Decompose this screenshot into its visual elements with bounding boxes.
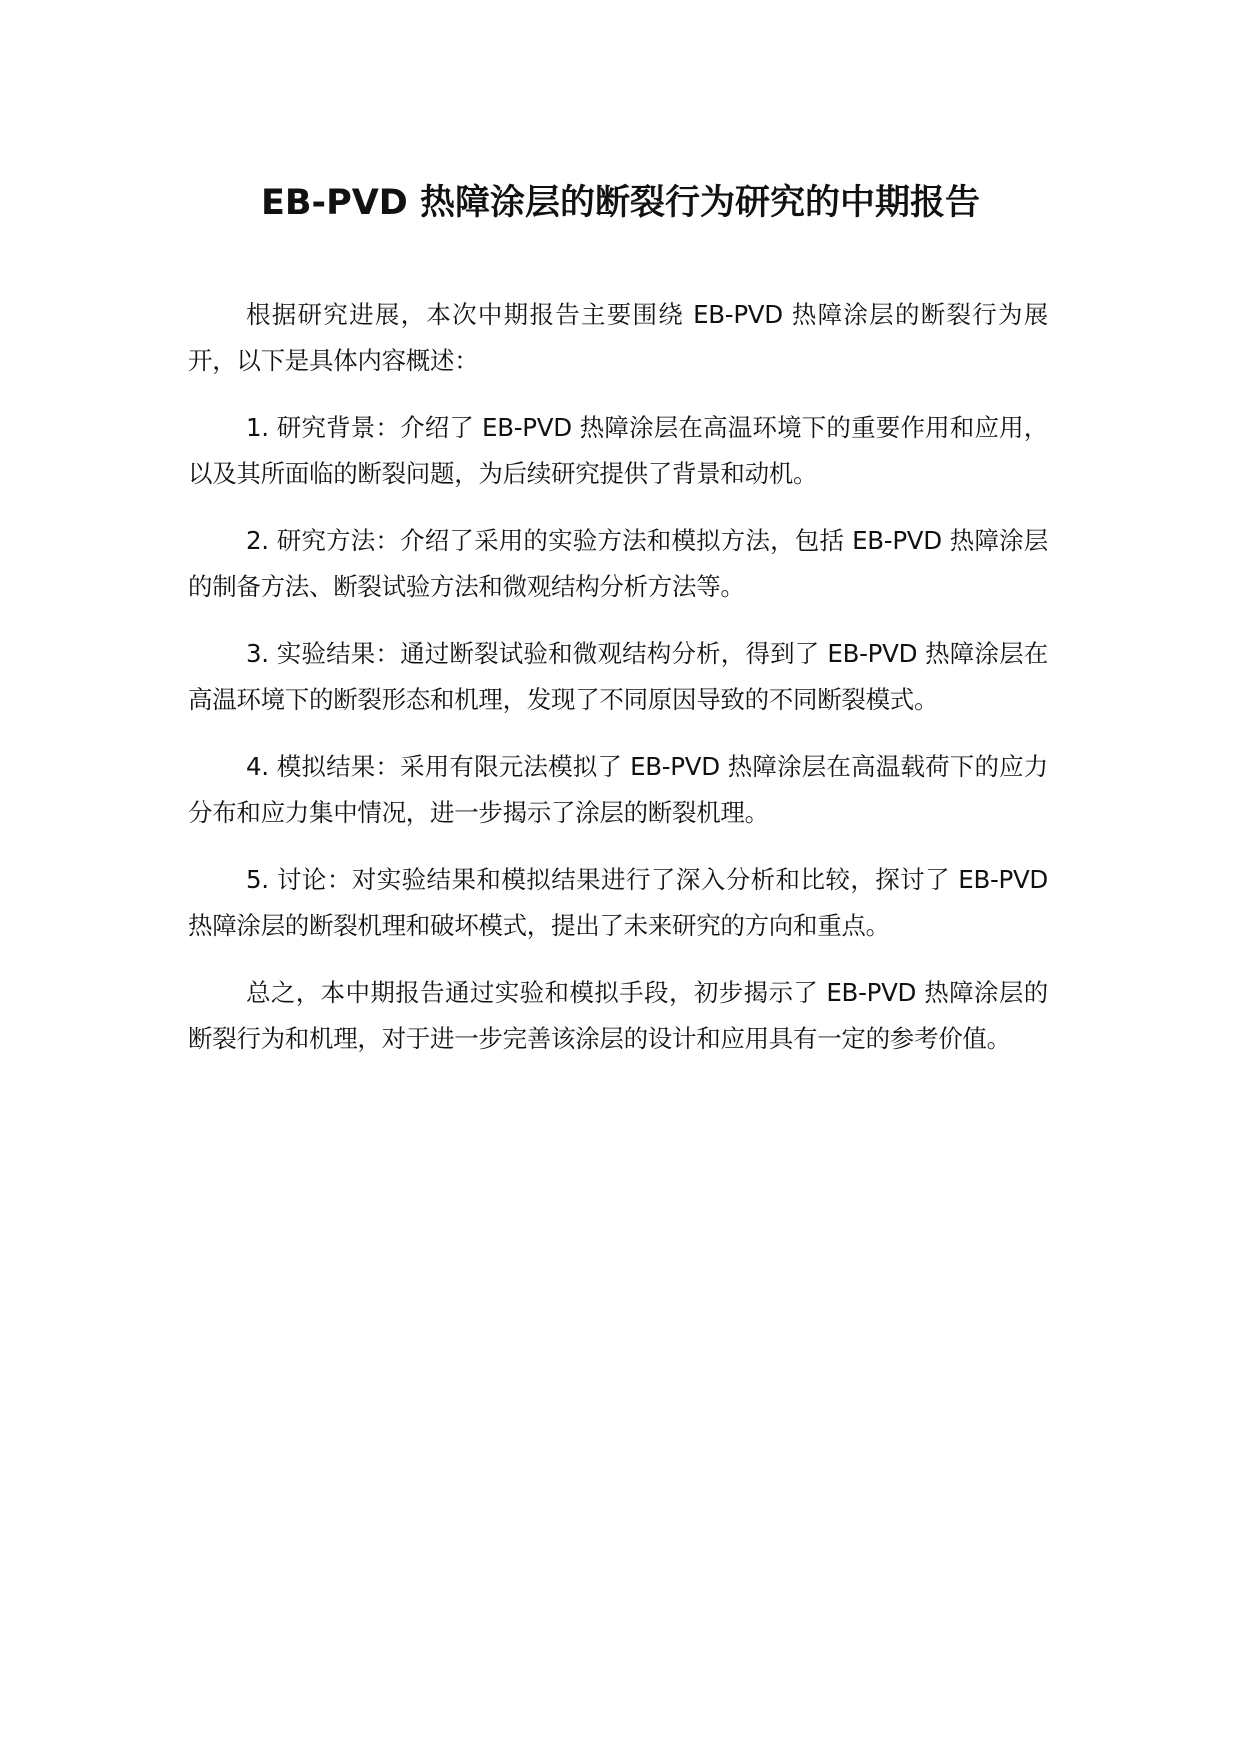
intro-paragraph: 根据研究进展，本次中期报告主要围绕 EB-PVD 热障涂层的断裂行为展开，以下是具体内容概述： [188,300,1048,375]
section-research-background: 1. 研究背景：介绍了 EB-PVD 热障涂层在高温环境下的重要作用和应用，以及其所面临的断裂问题，为后续研究提供了背景和动机。 [188,413,1048,488]
document-title: EB-PVD 热障涂层的断裂行为研究的中期报告 [260,183,981,223]
conclusion-paragraph: 总之，本中期报告通过实验和模拟手段，初步揭示了 EB-PVD 热障涂层的断裂行为和机理，对于进一步完善该涂层的设计和应用具有一定的参考价值。 [188,978,1048,1053]
section-discussion: 5. 讨论：对实验结果和模拟结果进行了深入分析和比较，探讨了 EB-PVD 热障涂层的断裂机理和破坏模式，提出了未来研究的方向和重点。 [188,865,1048,940]
section-research-methods: 2. 研究方法：介绍了采用的实验方法和模拟方法，包括 EB-PVD 热障涂层的制备方法、断裂试验方法和微观结构分析方法等。 [188,526,1048,601]
section-experimental-results: 3. 实验结果：通过断裂试验和微观结构分析，得到了 EB-PVD 热障涂层在高温环境下的断裂形态和机理，发现了不同原因导致的不同断裂模式。 [188,639,1048,714]
section-simulation-results: 4. 模拟结果：采用有限元法模拟了 EB-PVD 热障涂层在高温载荷下的应力分布和应力集中情况，进一步揭示了涂层的断裂机理。 [188,752,1048,827]
document-body [188,292,1048,1083]
